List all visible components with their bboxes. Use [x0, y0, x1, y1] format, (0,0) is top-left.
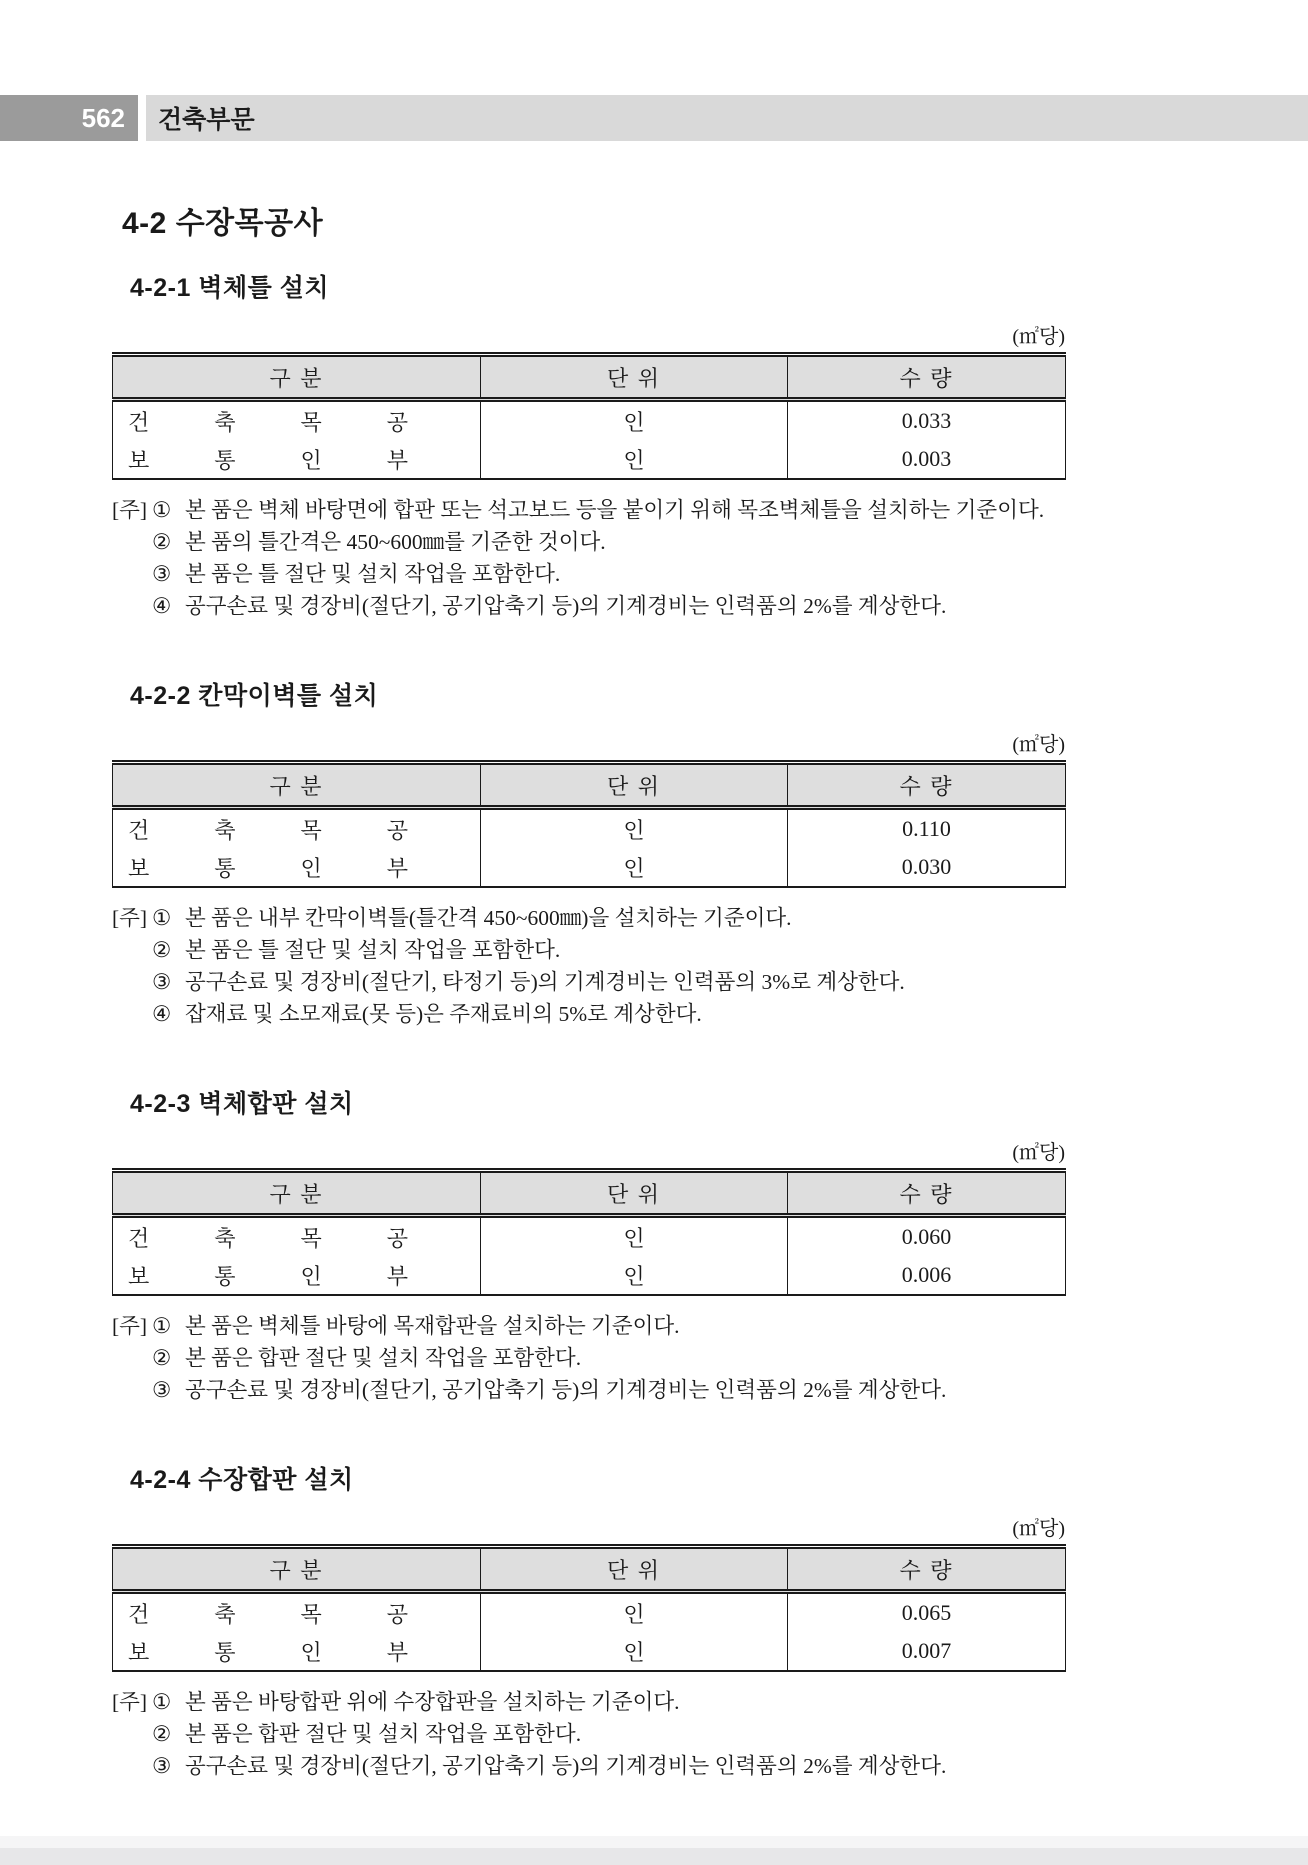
section-4-2-4 — [112, 1460, 1172, 1782]
labor-table — [112, 1544, 1066, 1672]
note-number: ② — [152, 938, 172, 962]
unit-value: 인 — [481, 1216, 788, 1257]
note-line — [112, 934, 1172, 966]
col-header-unit: 단 위 — [481, 1547, 788, 1592]
col-header-quantity: 수 량 — [788, 355, 1066, 400]
col-header-category: 구 분 — [113, 1547, 481, 1592]
note-line — [112, 1310, 1172, 1342]
note-text: 본 품은 틀 절단 및 설치 작업을 포함한다. — [185, 562, 561, 586]
note-number: ② — [152, 1346, 172, 1370]
note-text: 잡재료 및 소모재료(못 등)은 주재료비의 5%로 계상한다. — [185, 1002, 702, 1026]
quantity-value: 0.033 — [788, 400, 1066, 441]
note-text: 본 품은 벽체틀 바탕에 목재합판을 설치하는 기준이다. — [185, 1314, 680, 1338]
section-4-2-2 — [112, 676, 1172, 1030]
section-heading: 4-2-4 수장합판 설치 — [130, 1466, 354, 1494]
per-unit-label: (㎡당) — [1012, 734, 1065, 756]
quantity-value: 0.030 — [788, 848, 1066, 887]
note-line — [112, 558, 1172, 590]
labor-table — [112, 1168, 1066, 1296]
col-header-category: 구 분 — [113, 355, 481, 400]
page-title: 4-2 수장목공사 — [122, 207, 324, 240]
note-number: ④ — [152, 594, 172, 618]
chapter-title: 건축부문 — [146, 95, 1308, 141]
unit-value: 인 — [481, 440, 788, 479]
unit-value: 인 — [481, 1592, 788, 1633]
note-marker: [주] — [112, 1314, 148, 1338]
note-line — [112, 1686, 1172, 1718]
unit-value: 인 — [481, 400, 788, 441]
note-text: 공구손료 및 경장비(절단기, 타정기 등)의 기계경비는 인력품의 3%로 계상한다. — [185, 970, 905, 994]
notes-block — [112, 494, 1172, 622]
note-text: 공구손료 및 경장비(절단기, 공기압축기 등)의 기계경비는 인력품의 2%를 계상한다. — [185, 594, 947, 618]
note-text: 본 품은 틀 절단 및 설치 작업을 포함한다. — [185, 938, 561, 962]
note-marker: [주] — [112, 906, 148, 930]
scan-edge-strip — [0, 1848, 1308, 1865]
note-line — [112, 1342, 1172, 1374]
note-line — [112, 1718, 1172, 1750]
note-line — [112, 526, 1172, 558]
notes-block — [112, 1686, 1172, 1782]
note-line — [112, 966, 1172, 998]
note-marker: [주] — [112, 498, 148, 522]
note-text: 본 품은 합판 절단 및 설치 작업을 포함한다. — [185, 1722, 582, 1746]
col-header-category: 구 분 — [113, 1171, 481, 1216]
col-header-quantity: 수 량 — [788, 1171, 1066, 1216]
unit-value: 인 — [481, 1632, 788, 1671]
note-number: ① — [152, 906, 172, 930]
header-gap — [138, 95, 146, 141]
table-row — [113, 1216, 1066, 1257]
col-header-unit: 단 위 — [481, 763, 788, 808]
note-number: ② — [152, 530, 172, 554]
section-4-2-3 — [112, 1084, 1172, 1406]
note-text: 공구손료 및 경장비(절단기, 공기압축기 등)의 기계경비는 인력품의 2%를 계상한다. — [185, 1378, 947, 1402]
section-4-2-1 — [112, 268, 1172, 622]
table-row — [113, 440, 1066, 479]
note-marker: [주] — [112, 1690, 148, 1714]
table-header-row — [113, 355, 1066, 400]
table-row — [113, 848, 1066, 887]
quantity-value: 0.007 — [788, 1632, 1066, 1671]
table-row — [113, 1592, 1066, 1633]
quantity-value: 0.065 — [788, 1592, 1066, 1633]
table-header-row — [113, 1547, 1066, 1592]
col-header-unit: 단 위 — [481, 1171, 788, 1216]
table-row — [113, 808, 1066, 849]
note-line — [112, 1750, 1172, 1782]
table-header-row — [113, 763, 1066, 808]
note-number: ③ — [152, 1378, 172, 1402]
worker-type: 건 축 목 공 — [128, 409, 408, 435]
unit-value: 인 — [481, 808, 788, 849]
quantity-value: 0.006 — [788, 1256, 1066, 1295]
per-unit-label: (㎡당) — [1012, 326, 1065, 348]
notes-block — [112, 902, 1172, 1030]
note-line — [112, 1374, 1172, 1406]
note-line — [112, 494, 1172, 526]
worker-type: 보 통 인 부 — [128, 1263, 408, 1289]
table-row — [113, 400, 1066, 441]
note-number: ③ — [152, 562, 172, 586]
per-unit-label: (㎡당) — [1012, 1142, 1065, 1164]
col-header-quantity: 수 량 — [788, 1547, 1066, 1592]
worker-type: 건 축 목 공 — [128, 817, 408, 843]
note-line — [112, 590, 1172, 622]
worker-type: 보 통 인 부 — [128, 447, 408, 473]
note-text: 본 품의 틀간격은 450~600㎜를 기준한 것이다. — [185, 530, 606, 554]
notes-block — [112, 1310, 1172, 1406]
quantity-value: 0.060 — [788, 1216, 1066, 1257]
labor-table — [112, 760, 1066, 888]
table-header-row — [113, 1171, 1066, 1216]
labor-table — [112, 352, 1066, 480]
col-header-category: 구 분 — [113, 763, 481, 808]
note-number: ① — [152, 498, 172, 522]
page-content — [112, 198, 1172, 1836]
running-header — [0, 95, 1308, 141]
worker-type: 보 통 인 부 — [128, 855, 408, 881]
note-number: ③ — [152, 1754, 172, 1778]
unit-value: 인 — [481, 1256, 788, 1295]
note-text: 본 품은 합판 절단 및 설치 작업을 포함한다. — [185, 1346, 582, 1370]
page-number: 562 — [0, 95, 138, 141]
note-text: 본 품은 바탕합판 위에 수장합판을 설치하는 기준이다. — [185, 1690, 680, 1714]
table-row — [113, 1632, 1066, 1671]
note-number: ② — [152, 1722, 172, 1746]
col-header-unit: 단 위 — [481, 355, 788, 400]
quantity-value: 0.003 — [788, 440, 1066, 479]
note-line — [112, 902, 1172, 934]
note-text: 본 품은 벽체 바탕면에 합판 또는 석고보드 등을 붙이기 위해 목조벽체틀을 설치하는 기준이다. — [185, 498, 1045, 522]
note-number: ③ — [152, 970, 172, 994]
section-heading: 4-2-3 벽체합판 설치 — [130, 1090, 354, 1118]
note-number: ① — [152, 1690, 172, 1714]
section-heading: 4-2-2 칸막이벽틀 설치 — [130, 682, 379, 710]
note-number: ④ — [152, 1002, 172, 1026]
note-text: 공구손료 및 경장비(절단기, 공기압축기 등)의 기계경비는 인력품의 2%를 계상한다. — [185, 1754, 947, 1778]
scan-edge-light — [0, 1836, 1308, 1848]
quantity-value: 0.110 — [788, 808, 1066, 849]
worker-type: 건 축 목 공 — [128, 1601, 408, 1627]
note-number: ① — [152, 1314, 172, 1338]
section-heading: 4-2-1 벽체틀 설치 — [130, 274, 330, 302]
per-unit-label: (㎡당) — [1012, 1518, 1065, 1540]
col-header-quantity: 수 량 — [788, 763, 1066, 808]
note-text: 본 품은 내부 칸막이벽틀(틀간격 450~600㎜)을 설치하는 기준이다. — [185, 906, 792, 930]
worker-type: 건 축 목 공 — [128, 1225, 408, 1251]
unit-value: 인 — [481, 848, 788, 887]
worker-type: 보 통 인 부 — [128, 1639, 408, 1665]
note-line — [112, 998, 1172, 1030]
table-row — [113, 1256, 1066, 1295]
